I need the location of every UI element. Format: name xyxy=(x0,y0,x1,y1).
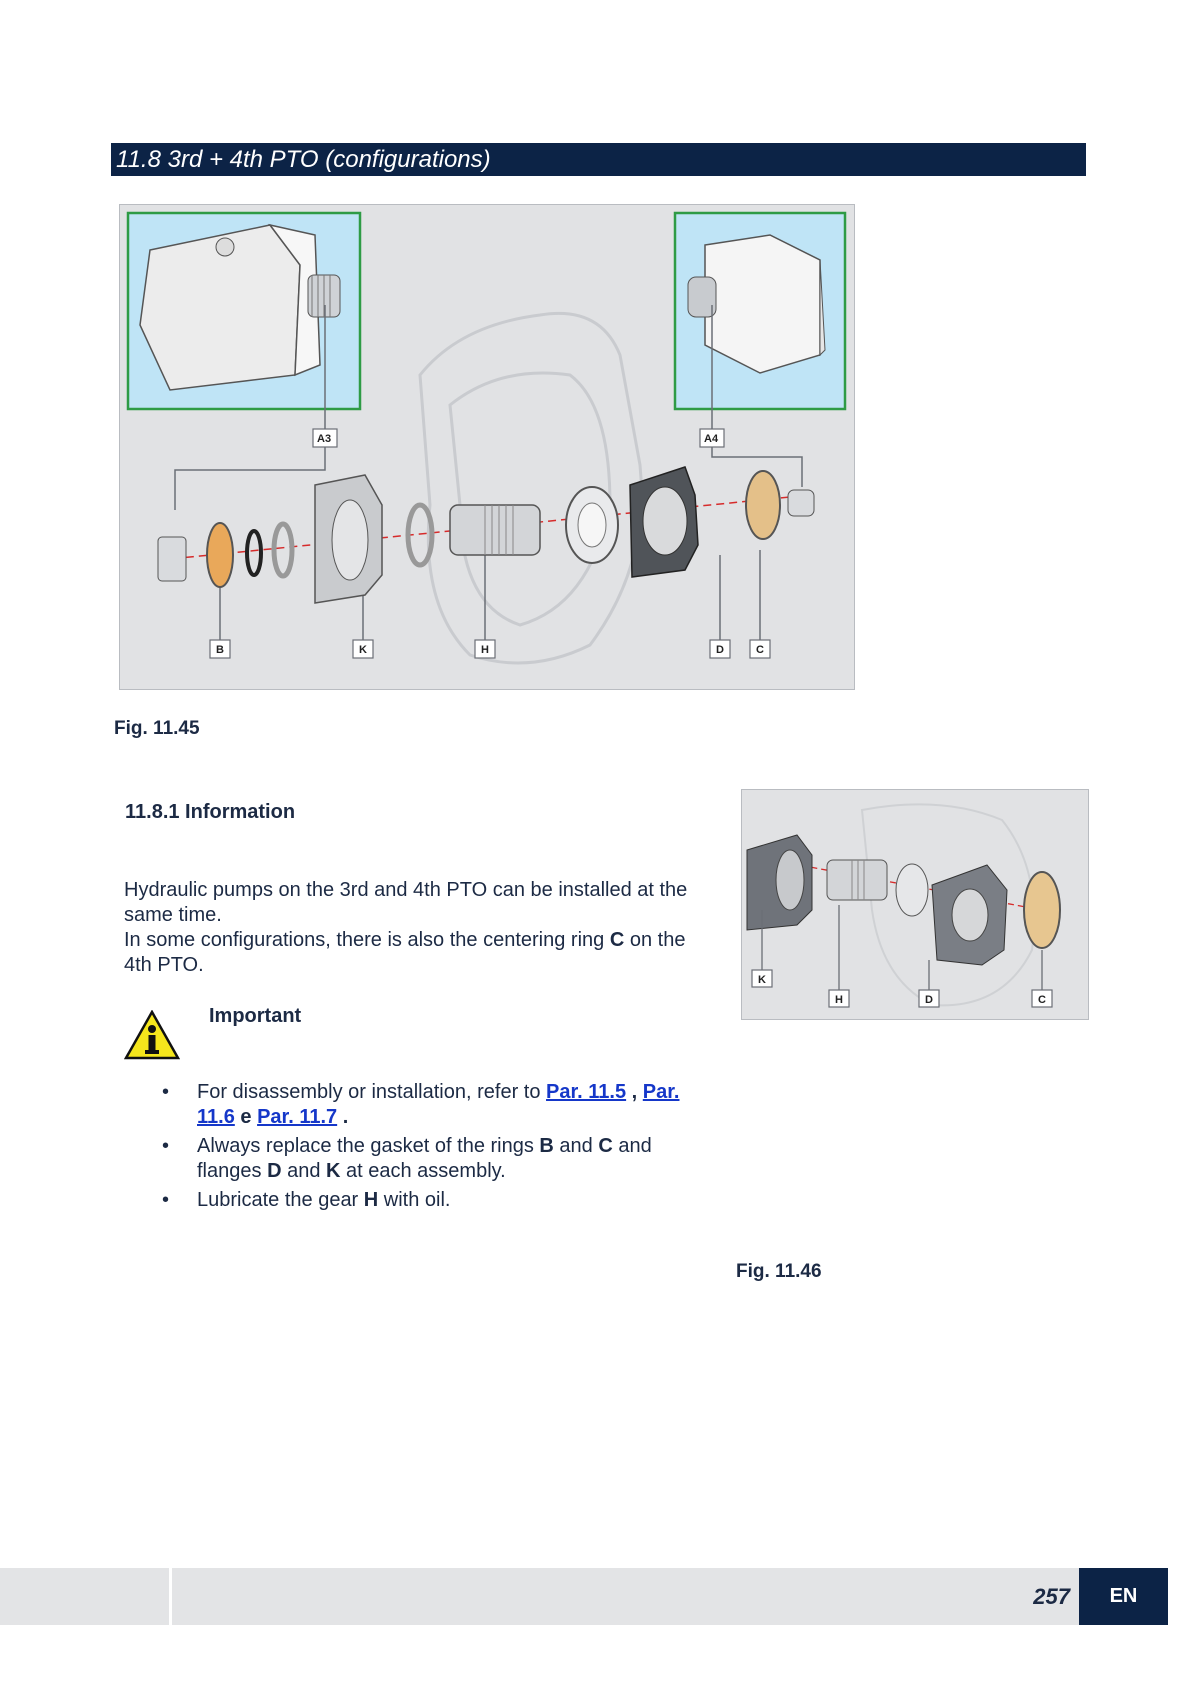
figure-11-45 xyxy=(119,204,855,690)
label-h-text: H xyxy=(481,644,489,656)
flange-k-icon xyxy=(747,835,812,930)
label-k xyxy=(353,640,373,658)
label-a4-text: A4 xyxy=(704,433,719,445)
list-text: at each assembly. xyxy=(340,1160,506,1182)
list-text: Always replace the gasket of the rings xyxy=(197,1135,540,1157)
gear-h-icon xyxy=(450,505,540,555)
list-separator: e xyxy=(234,1106,258,1128)
label-d xyxy=(710,640,730,658)
label-k-text: K xyxy=(359,644,367,656)
language-badge: EN xyxy=(1079,1568,1168,1625)
bullet-icon: • xyxy=(162,1189,170,1211)
paragraph-text: on the 4th PTO. xyxy=(124,929,686,976)
info-paragraph-2 xyxy=(124,928,704,978)
list-text: with oil. xyxy=(378,1189,451,1211)
part-ref: K xyxy=(326,1160,341,1182)
list-item xyxy=(160,1134,700,1184)
flange-d-icon xyxy=(630,467,698,577)
label-h-text: H xyxy=(835,994,843,1006)
list-item xyxy=(160,1080,700,1130)
ring-b-icon xyxy=(207,523,233,587)
label-h xyxy=(475,640,495,658)
page-number: 257 xyxy=(1033,1584,1070,1609)
label-d-text: D xyxy=(716,644,724,656)
part-ref: B xyxy=(539,1135,554,1157)
label-a3-text: A3 xyxy=(317,433,332,445)
label-b-text: B xyxy=(216,644,224,656)
label-k-text: K xyxy=(758,974,766,986)
spacer-ring-icon xyxy=(274,524,292,576)
label-b xyxy=(210,640,230,658)
bullet-icon: • xyxy=(162,1081,170,1103)
bushing-a4-icon xyxy=(788,490,814,516)
bearing-icon xyxy=(566,487,618,563)
figure-caption-11-45: Fig. 11.45 xyxy=(114,718,200,739)
label-c xyxy=(750,640,770,658)
part-ref-c: C xyxy=(609,929,625,951)
exploded-view-diagram xyxy=(120,205,854,689)
label-c xyxy=(1032,990,1052,1007)
ring-c-icon xyxy=(1024,872,1060,948)
bearing-b-icon xyxy=(158,537,186,581)
link-par-11-6[interactable]: Par. 11.6 xyxy=(197,1081,680,1128)
link-par-11-5[interactable]: Par. 11.5 xyxy=(546,1081,627,1103)
figure-11-46 xyxy=(741,789,1089,1020)
list-text: and xyxy=(553,1135,599,1157)
warning-info-icon xyxy=(124,1010,180,1060)
flange-d-icon xyxy=(932,865,1007,965)
footer-band xyxy=(0,1568,1168,1625)
bearing-icon xyxy=(896,864,928,916)
info-paragraph-1: Hydraulic pumps on the 3rd and 4th PTO can be installed at the same time. xyxy=(124,879,688,926)
list-text: Lubricate the gear xyxy=(197,1189,364,1211)
section-title: 11.8 3rd + 4th PTO (configurations) xyxy=(111,143,1086,176)
gear-h-icon xyxy=(827,860,887,900)
list-item xyxy=(160,1188,700,1213)
link-par-11-7[interactable]: Par. 11.7 xyxy=(257,1106,338,1128)
list-separator: . xyxy=(337,1106,349,1128)
footer-divider xyxy=(169,1568,172,1625)
gearbox-housing-outline xyxy=(420,313,641,663)
flange-k-icon xyxy=(315,475,382,603)
important-label: Important xyxy=(209,1005,302,1027)
part-ref: D xyxy=(267,1160,282,1182)
important-list xyxy=(160,1080,700,1217)
label-c-text: C xyxy=(1038,994,1046,1006)
label-k xyxy=(752,970,772,987)
label-a3 xyxy=(313,429,337,447)
list-separator: , xyxy=(626,1081,643,1103)
snap-ring-icon xyxy=(247,531,261,575)
list-text: and xyxy=(281,1160,326,1182)
paragraph-text: In some configurations, there is also the centering ring xyxy=(124,929,610,951)
list-text: and flanges xyxy=(197,1135,652,1182)
info-heading: 11.8.1 Information xyxy=(125,801,296,823)
list-text: For disassembly or installation, refer to xyxy=(197,1081,547,1103)
figure-caption-11-46: Fig. 11.46 xyxy=(736,1261,822,1282)
part-ref: H xyxy=(363,1189,379,1211)
label-h xyxy=(829,990,849,1007)
label-d-text: D xyxy=(925,994,933,1006)
label-a4 xyxy=(700,429,724,447)
ring-c-icon xyxy=(746,471,780,539)
label-c-text: C xyxy=(756,644,764,656)
bullet-icon: • xyxy=(162,1135,170,1157)
label-d xyxy=(919,990,939,1007)
hydraulic-pump-a3-icon xyxy=(140,225,340,390)
detail-exploded-diagram xyxy=(742,790,1088,1019)
part-ref: C xyxy=(598,1135,613,1157)
